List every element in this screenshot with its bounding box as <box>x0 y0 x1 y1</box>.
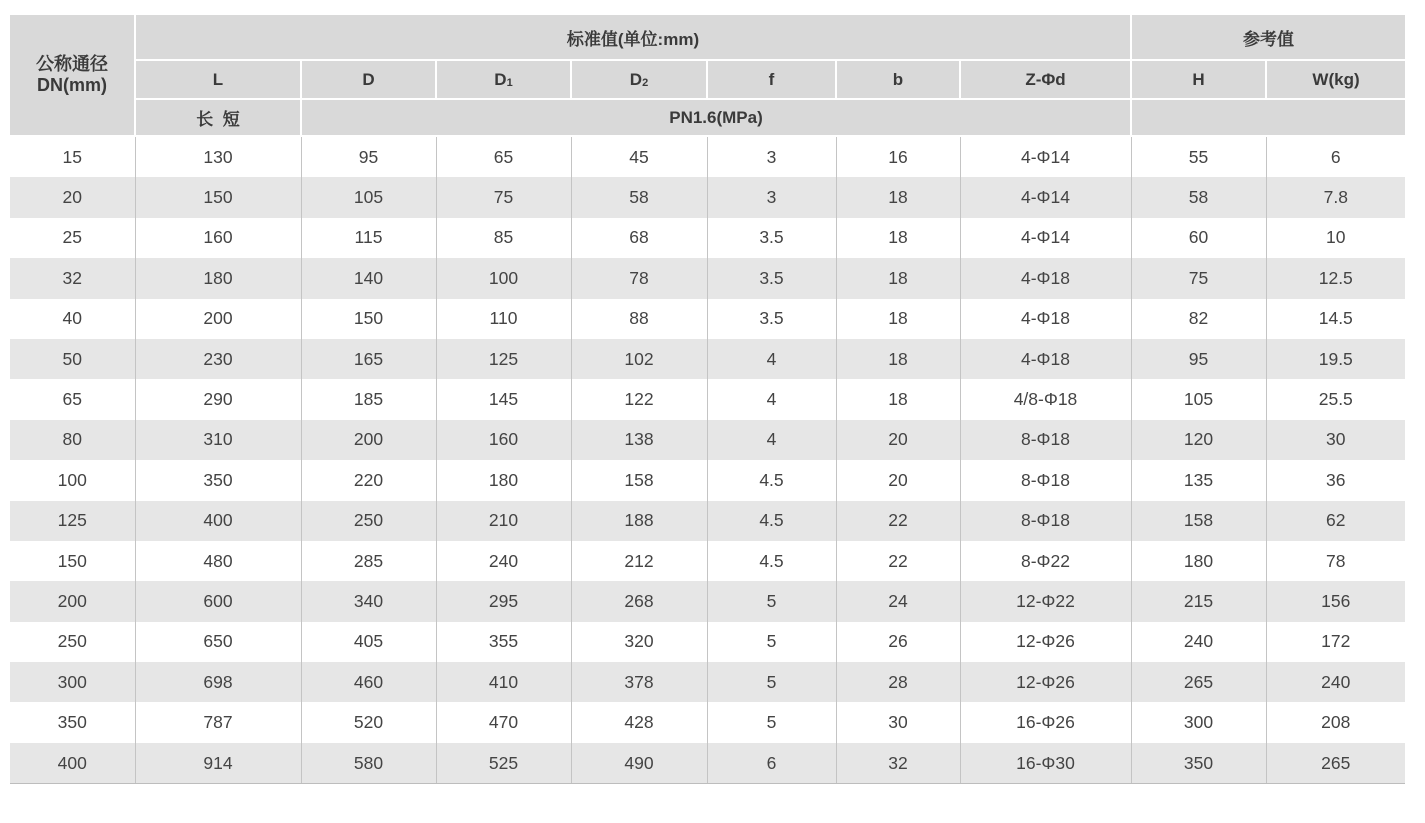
cell-D2: 78 <box>571 258 707 298</box>
cell-D1: 100 <box>436 258 571 298</box>
header-nominal-line2: DN(mm) <box>37 75 107 95</box>
cell-dn: 150 <box>10 541 135 581</box>
cell-z-phi-d: 4-Φ14 <box>960 136 1131 177</box>
cell-W: 19.5 <box>1266 339 1405 379</box>
table-row <box>10 662 1405 702</box>
header-reference-values: 参考值 <box>1131 15 1405 60</box>
cell-f: 3 <box>707 177 836 217</box>
cell-W: 240 <box>1266 662 1405 702</box>
cell-W: 208 <box>1321 712 1351 733</box>
cell-b: 20 <box>836 420 960 460</box>
cell-f: 3 <box>707 136 836 177</box>
cell-z-phi-d: 4-Φ18 <box>960 339 1131 379</box>
cell-dn: 25 <box>10 218 135 258</box>
cell-b: 16 <box>836 136 960 177</box>
cell-f: 3.5 <box>707 218 836 258</box>
cell-f: 4 <box>707 379 836 419</box>
cell-D2: 45 <box>571 136 707 177</box>
cell-z-phi-d: 8-Φ18 <box>960 460 1131 500</box>
col-header-D2: $D_2$ <box>571 60 707 99</box>
cell-D1: 180 <box>436 460 571 500</box>
cell-D1: 145 <box>436 379 571 419</box>
cell-D2: 138 <box>571 420 707 460</box>
cell-D: 105 <box>301 177 436 217</box>
table-row <box>10 379 1405 419</box>
col-header-W: W(kg) <box>1266 60 1405 99</box>
col-header-D1: $D_1$ <box>436 60 571 99</box>
cell-D: 150 <box>301 299 436 339</box>
cell-D2: 320 <box>571 622 707 662</box>
cell-D1: 470 <box>436 702 571 742</box>
table-row <box>10 299 1405 339</box>
cell-D1: 65 <box>436 136 571 177</box>
cell-H: 75 <box>1131 258 1266 298</box>
cell-b: 22 <box>836 541 960 581</box>
cell-L: 200 <box>135 299 301 339</box>
cell-H: 55 <box>1131 136 1266 177</box>
cell-dn: 50 <box>10 339 135 379</box>
cell-f: 4 <box>707 420 836 460</box>
cell-z-phi-d: 8-Φ18 <box>960 501 1131 541</box>
cell-L: 130 <box>135 136 301 177</box>
cell-H: 58 <box>1131 177 1266 217</box>
cell-H: 105 <box>1131 379 1266 419</box>
cell-H: 300 <box>1131 702 1266 742</box>
cell-dn: 32 <box>10 258 135 298</box>
cell-L: 350 <box>135 460 301 500</box>
cell-D1: 160 <box>436 420 571 460</box>
cell-H: 60 <box>1131 218 1266 258</box>
cell-D2: 102 <box>571 339 707 379</box>
cell-D: 285 <box>301 541 436 581</box>
cell-D2: 428 <box>571 702 707 742</box>
spec-table <box>10 15 1405 784</box>
cell-z-phi-d: 4-Φ14 <box>960 177 1131 217</box>
cell-D: 140 <box>301 258 436 298</box>
header-pressure-rating: PN1.6(MPa) <box>301 99 1131 136</box>
cell-dn: 400 <box>10 743 135 784</box>
cell-D1: 355 <box>436 622 571 662</box>
table-body <box>10 136 1405 784</box>
cell-W: 14.5 <box>1318 308 1353 329</box>
cell-z-phi-d: 4/8-Φ18 <box>960 379 1131 419</box>
cell-L: 914 <box>135 743 301 784</box>
header-length-long-short: 长 短 <box>135 99 301 136</box>
cell-D2: 122 <box>571 379 707 419</box>
cell-D1: 410 <box>436 662 571 702</box>
cell-D: 460 <box>301 662 436 702</box>
table-row <box>10 218 1405 258</box>
table-row <box>10 581 1405 621</box>
cell-D1: 75 <box>436 177 571 217</box>
cell-f: 5 <box>707 702 836 742</box>
cell-D: 95 <box>301 136 436 177</box>
cell-dn: 15 <box>10 136 135 177</box>
cell-f: 3.5 <box>707 299 836 339</box>
cell-D2: 158 <box>571 460 707 500</box>
col-header-H: H <box>1131 60 1266 99</box>
cell-z-phi-d: 12-Φ22 <box>960 581 1131 621</box>
cell-W: 10 <box>1326 227 1346 248</box>
cell-L: 290 <box>135 379 301 419</box>
cell-f: 4.5 <box>707 501 836 541</box>
cell-L: 698 <box>135 662 301 702</box>
cell-W: 6 <box>1330 146 1341 167</box>
cell-W: 7.8 <box>1266 177 1405 217</box>
cell-b: 18 <box>836 218 960 258</box>
cell-D1: 125 <box>436 339 571 379</box>
cell-W: 36 <box>1326 469 1346 490</box>
cell-b: 18 <box>836 339 960 379</box>
cell-H: 158 <box>1131 501 1266 541</box>
cell-b: 32 <box>836 743 960 784</box>
cell-H: 95 <box>1131 339 1266 379</box>
cell-z-phi-d: 12-Φ26 <box>960 662 1131 702</box>
cell-D: 520 <box>301 702 436 742</box>
cell-W: 78 <box>1326 550 1346 571</box>
valve-dimension-table <box>10 15 1405 784</box>
cell-D2: 188 <box>571 501 707 541</box>
cell-L: 310 <box>135 420 301 460</box>
cell-b: 18 <box>836 379 960 419</box>
cell-D1: 240 <box>436 541 571 581</box>
cell-W: 62 <box>1266 501 1405 541</box>
cell-D: 580 <box>301 743 436 784</box>
cell-b: 26 <box>836 622 960 662</box>
cell-b: 28 <box>836 662 960 702</box>
table-row <box>10 339 1405 379</box>
cell-f: 4.5 <box>707 541 836 581</box>
cell-L: 600 <box>135 581 301 621</box>
cell-L: 787 <box>135 702 301 742</box>
cell-f: 3.5 <box>707 258 836 298</box>
cell-H: 265 <box>1131 662 1266 702</box>
cell-f: 5 <box>707 662 836 702</box>
cell-f: 4 <box>707 339 836 379</box>
cell-b: 24 <box>836 581 960 621</box>
col-header-L: L <box>135 60 301 99</box>
cell-L: 160 <box>135 218 301 258</box>
cell-dn: 65 <box>10 379 135 419</box>
cell-z-phi-d: 8-Φ22 <box>960 541 1131 581</box>
table-row <box>10 460 1405 500</box>
table-header <box>10 15 1405 136</box>
cell-f: 4.5 <box>707 460 836 500</box>
cell-D: 200 <box>301 420 436 460</box>
cell-H: 350 <box>1131 743 1266 784</box>
cell-D2: 68 <box>571 218 707 258</box>
cell-W: 30 <box>1266 420 1405 460</box>
header-nominal-line1: 公称通径 <box>36 54 108 74</box>
header-nominal-diameter <box>10 15 135 136</box>
table-row <box>10 420 1405 460</box>
col-header-b: b <box>836 60 960 99</box>
cell-D2: 378 <box>571 662 707 702</box>
header-standard-values: 标准值(单位:mm) <box>135 15 1131 60</box>
table-row <box>10 622 1405 662</box>
cell-L: 230 <box>135 339 301 379</box>
cell-D1: 210 <box>436 501 571 541</box>
cell-b: 18 <box>836 177 960 217</box>
cell-H: 120 <box>1131 420 1266 460</box>
cell-D2: 88 <box>571 299 707 339</box>
cell-z-phi-d: 16-Φ26 <box>960 702 1131 742</box>
cell-dn: 40 <box>10 299 135 339</box>
cell-D2: 212 <box>571 541 707 581</box>
cell-D: 185 <box>301 379 436 419</box>
cell-dn: 300 <box>10 662 135 702</box>
table-row <box>10 136 1405 177</box>
cell-dn: 200 <box>10 581 135 621</box>
cell-W: 172 <box>1321 631 1351 652</box>
cell-f: 5 <box>707 622 836 662</box>
cell-W: 156 <box>1266 581 1405 621</box>
cell-D1: 295 <box>436 581 571 621</box>
cell-D1: 110 <box>436 299 571 339</box>
cell-z-phi-d: 4-Φ14 <box>960 218 1131 258</box>
cell-dn: 350 <box>10 702 135 742</box>
cell-H: 82 <box>1131 299 1266 339</box>
cell-H: 135 <box>1131 460 1266 500</box>
cell-D2: 58 <box>571 177 707 217</box>
cell-L: 480 <box>135 541 301 581</box>
col-header-z-phi-d: Z-Φd <box>960 60 1131 99</box>
cell-D: 165 <box>301 339 436 379</box>
table-row <box>10 541 1405 581</box>
cell-dn: 100 <box>10 460 135 500</box>
cell-H: 215 <box>1131 581 1266 621</box>
table-row <box>10 702 1405 742</box>
cell-D: 405 <box>301 622 436 662</box>
table-row <box>10 501 1405 541</box>
cell-z-phi-d: 16-Φ30 <box>960 743 1131 784</box>
cell-f: 5 <box>707 581 836 621</box>
cell-D1: 85 <box>436 218 571 258</box>
cell-b: 22 <box>836 501 960 541</box>
cell-H: 240 <box>1131 622 1266 662</box>
cell-D2: 490 <box>571 743 707 784</box>
cell-z-phi-d: 4-Φ18 <box>960 258 1131 298</box>
cell-L: 180 <box>135 258 301 298</box>
cell-z-phi-d: 12-Φ26 <box>960 622 1131 662</box>
cell-H: 180 <box>1131 541 1266 581</box>
cell-D: 115 <box>301 218 436 258</box>
cell-D1: 525 <box>436 743 571 784</box>
cell-D: 340 <box>301 581 436 621</box>
cell-dn: 80 <box>10 420 135 460</box>
table-row <box>10 258 1405 298</box>
table-row <box>10 743 1405 784</box>
cell-W: 25.5 <box>1318 389 1353 410</box>
cell-b: 18 <box>836 299 960 339</box>
cell-W: 12.5 <box>1266 258 1405 298</box>
cell-b: 18 <box>836 258 960 298</box>
cell-D: 220 <box>301 460 436 500</box>
cell-z-phi-d: 4-Φ18 <box>960 299 1131 339</box>
cell-D2: 268 <box>571 581 707 621</box>
table-row <box>10 177 1405 217</box>
cell-L: 400 <box>135 501 301 541</box>
col-header-D: D <box>301 60 436 99</box>
cell-f: 6 <box>707 743 836 784</box>
cell-L: 650 <box>135 622 301 662</box>
header-reference-blank <box>1131 99 1405 136</box>
cell-z-phi-d: 8-Φ18 <box>960 420 1131 460</box>
cell-b: 30 <box>836 702 960 742</box>
cell-dn: 250 <box>10 622 135 662</box>
cell-W: 265 <box>1266 743 1405 784</box>
cell-dn: 20 <box>10 177 135 217</box>
cell-L: 150 <box>135 177 301 217</box>
cell-b: 20 <box>836 460 960 500</box>
cell-D: 250 <box>301 501 436 541</box>
col-header-f: f <box>707 60 836 99</box>
cell-dn: 125 <box>10 501 135 541</box>
